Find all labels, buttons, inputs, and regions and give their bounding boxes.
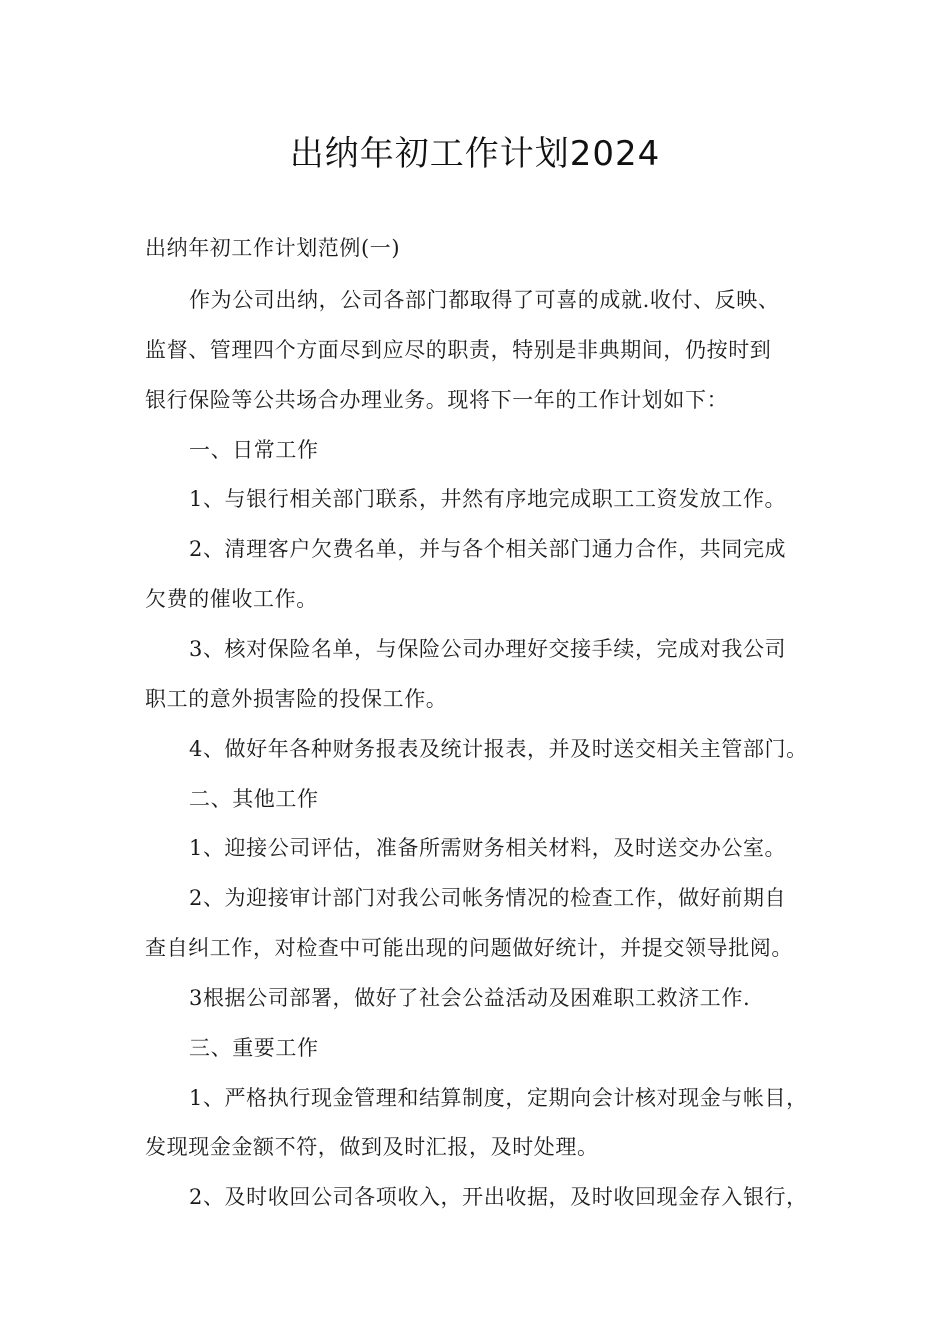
- list-item: 3根据公司部署，做好了社会公益活动及困难职工救济工作.: [189, 986, 751, 1010]
- list-item: 1、迎接公司评估，准备所需财务相关材料，及时送交办公室。: [189, 836, 787, 860]
- list-item-continuation: 查自纠工作，对检查中可能出现的问题做好统计，并提交领导批阅。: [145, 936, 793, 960]
- section-heading-daily-work: 一、日常工作: [189, 438, 319, 462]
- list-item: 4、做好年各种财务报表及统计报表，并及时送交相关主管部门。: [189, 737, 808, 761]
- list-item: 1、与银行相关部门联系，井然有序地完成职工工资发放工作。: [189, 487, 787, 511]
- section-heading-important-work: 三、重要工作: [189, 1036, 319, 1060]
- document-title: 出纳年初工作计划2024: [289, 134, 661, 174]
- section-heading-example: 出纳年初工作计划范例(一): [145, 236, 401, 260]
- list-item: 1、严格执行现金管理和结算制度，定期向会计核对现金与帐目，: [189, 1086, 808, 1110]
- list-item: 3、核对保险名单，与保险公司办理好交接手续，完成对我公司: [189, 637, 787, 661]
- paragraph-line: 银行保险等公共场合办理业务。现将下一年的工作计划如下：: [145, 388, 729, 412]
- list-item: 2、清理客户欠费名单，并与各个相关部门通力合作，共同完成: [189, 537, 787, 561]
- list-item-continuation: 欠费的催收工作。: [145, 587, 318, 611]
- list-item: 2、及时收回公司各项收入，开出收据，及时收回现金存入银行，: [189, 1185, 808, 1209]
- list-item-continuation: 发现现金金额不符，做到及时汇报，及时处理。: [145, 1135, 599, 1159]
- list-item: 2、为迎接审计部门对我公司帐务情况的检查工作，做好前期自: [189, 886, 787, 910]
- section-heading-other-work: 二、其他工作: [189, 787, 319, 811]
- list-item-continuation: 职工的意外损害险的投保工作。: [145, 687, 448, 711]
- paragraph-line: 作为公司出纳，公司各部门都取得了可喜的成就.收付、反映、: [189, 288, 780, 312]
- paragraph-line: 监督、管理四个方面尽到应尽的职责，特别是非典期间，仍按时到: [145, 338, 772, 362]
